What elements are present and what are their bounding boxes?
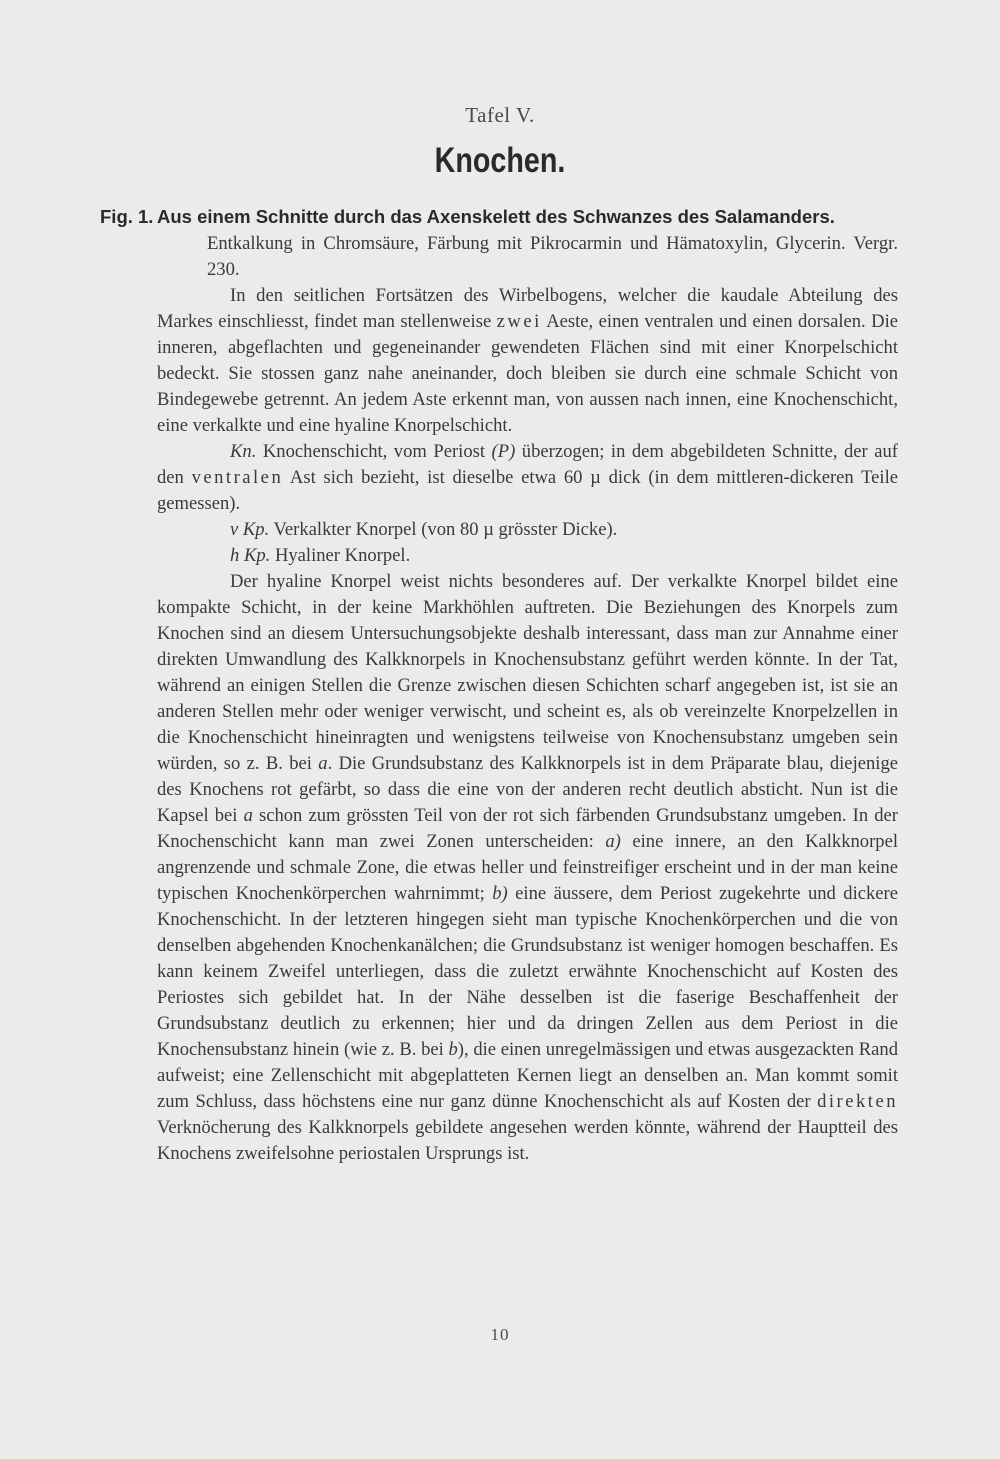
intro-text: Aeste, einen ventralen und einen dorsalen. Die inneren, abgeflachten und gegeneinander gewendeten Flächen sind mit einer Knorpelschicht bedeckt. Sie stossen ganz nahe aneinander, doch bleiben sie durch eine schmale Schicht von Bindegewebe getrennt. An jedem Aste erkennt man, von aussen nach innen, eine Knochenschicht, eine verkalkte und eine hyaline Knorpelschicht.: [157, 311, 898, 436]
vkp-paragraph: [157, 517, 898, 543]
discussion-text: . Die Grundsubstanz des Kalkknorpels ist in dem Präparate blau, diejenige des Knochens rot gefärbt, so dass die eine von der anderen recht deutlich absticht. Nun ist die Kapsel bei: [157, 753, 898, 826]
kn-text: Knochenschicht, vom Periost: [256, 441, 492, 462]
intro-paragraph: [157, 283, 898, 439]
label-a: a: [243, 805, 253, 826]
label-a: a: [318, 753, 328, 774]
kn-text: überzogen; in dem abgebildeten Schnitte, der auf den: [157, 441, 898, 488]
figure-title: Aus einem Schnitte durch das Axenskelett des Schwanzes des Salamanders.: [157, 206, 835, 227]
figure-number: Fig. 1.: [100, 206, 154, 227]
discussion-text: eine äussere, dem Periost zugekehrte und dickere Knochenschicht. In der letzteren hingegen sieht man typische Knochenkörperchen und die von denselben abgehenden Knochenkanälchen; die Grundsubstanz ist weniger homogen beschaffen. Es kann keinem Zweifel unterliegen, dass die zuletzt erwähnte Knochenschicht auf Kosten des Periostes sich gebildet hat. In der Nähe desselben ist die faserige Beschaffenheit der Grundsubstanz deutlich zu erkennen; hier und da dringen Zellen aus dem Periost in die Knochensubstanz hinein (wie z. B. bei: [157, 883, 898, 1060]
label-kn: Kn.: [230, 441, 257, 462]
hkp-text: Hyaliner Knorpel.: [270, 545, 411, 566]
discussion-text: eine innere, an den Kalkknorpel angrenzende und schmale Zone, die etwas heller und feinstreifiger erscheint und in der man keine typischen Knochenkörperchen wahrnimmt;: [157, 831, 899, 904]
page-heading: Knochen.: [434, 141, 566, 180]
kn-text: Ast sich bezieht, ist dieselbe etwa 60 µ dick (in dem mittleren-dickeren Teile gemessen).: [157, 467, 898, 514]
discussion-text: Der hyaline Knorpel weist nichts besonderes auf. Der verkalkte Knorpel bildet eine kompakte Schicht, in der keine Markhöhlen auftreten. Die Beziehungen des Knorpels zum Knochen sind an diesem Untersuchungsobjekte deshalb interessant, dass man zur Annahme einer direkten Umwandlung des Kalkknorpels in Knochensubstanz geführt werden könnte. In der Tat, während an einigen Stellen die Grenze zwischen diesen Schichten scharf angegeben ist, ist sie an anderen Stellen mehr oder weniger verwischt, und scheint es, als ob vereinzelte Knorpelzellen in die Knochenschicht hineinragten und wenigstens teilweise von Knochensubstanz umgeben sein würden, so z. B. bei: [157, 571, 898, 774]
label-vkp: v Kp.: [230, 519, 270, 540]
plate-label: Tafel V.: [465, 103, 535, 127]
discussion-text: Verknöcherung des Kalkknorpels gebildete angesehen werden könnte, während der Hauptteil des Knochens zweifelsohne periostalen Ursprungs ist.: [157, 1117, 898, 1164]
intro-text: In den seitlichen Fortsätzen des Wirbelbogens, welcher die kaudale Abteilung des Markes einschliesst, findet man stellenweise: [157, 285, 898, 332]
discussion-text: ), die einen unregelmässigen und etwas ausgezackten Rand aufweist; eine Zellenschicht mit abgeplatteten Kernen liegt an denselben an. Man kommt somit zum Schluss, dass höchstens eine nur ganz dünne Knochenschicht als auf Kosten der: [157, 1039, 898, 1112]
label-zone-a: a): [605, 831, 621, 852]
label-p: (P): [491, 441, 516, 462]
label-hkp: h Kp.: [230, 545, 271, 566]
spaced-emphasis: ventralen: [191, 467, 284, 488]
kn-paragraph: [157, 439, 898, 517]
vkp-text: Verkalkter Knorpel (von 80 µ grösster Dicke).: [269, 519, 618, 540]
spaced-emphasis: zwei: [496, 311, 542, 332]
label-zone-b: b): [492, 883, 508, 904]
figure-caption: [100, 206, 900, 232]
hkp-paragraph: [157, 543, 898, 569]
label-b: b: [448, 1039, 458, 1060]
discussion-paragraph: [157, 569, 898, 1167]
body-text: [157, 231, 898, 1167]
spaced-emphasis: direkten: [817, 1091, 898, 1112]
page-number: 10: [490, 1325, 510, 1344]
preparation-note: Entkalkung in Chromsäure, Färbung mit Pikrocarmin und Hämatoxylin, Glycerin. Vergr. 230.: [207, 233, 898, 280]
discussion-text: schon zum grössten Teil von der rot sich färbenden Grundsubstanz umgeben. In der Knochenschicht kann man zwei Zonen unterscheiden:: [157, 805, 898, 852]
